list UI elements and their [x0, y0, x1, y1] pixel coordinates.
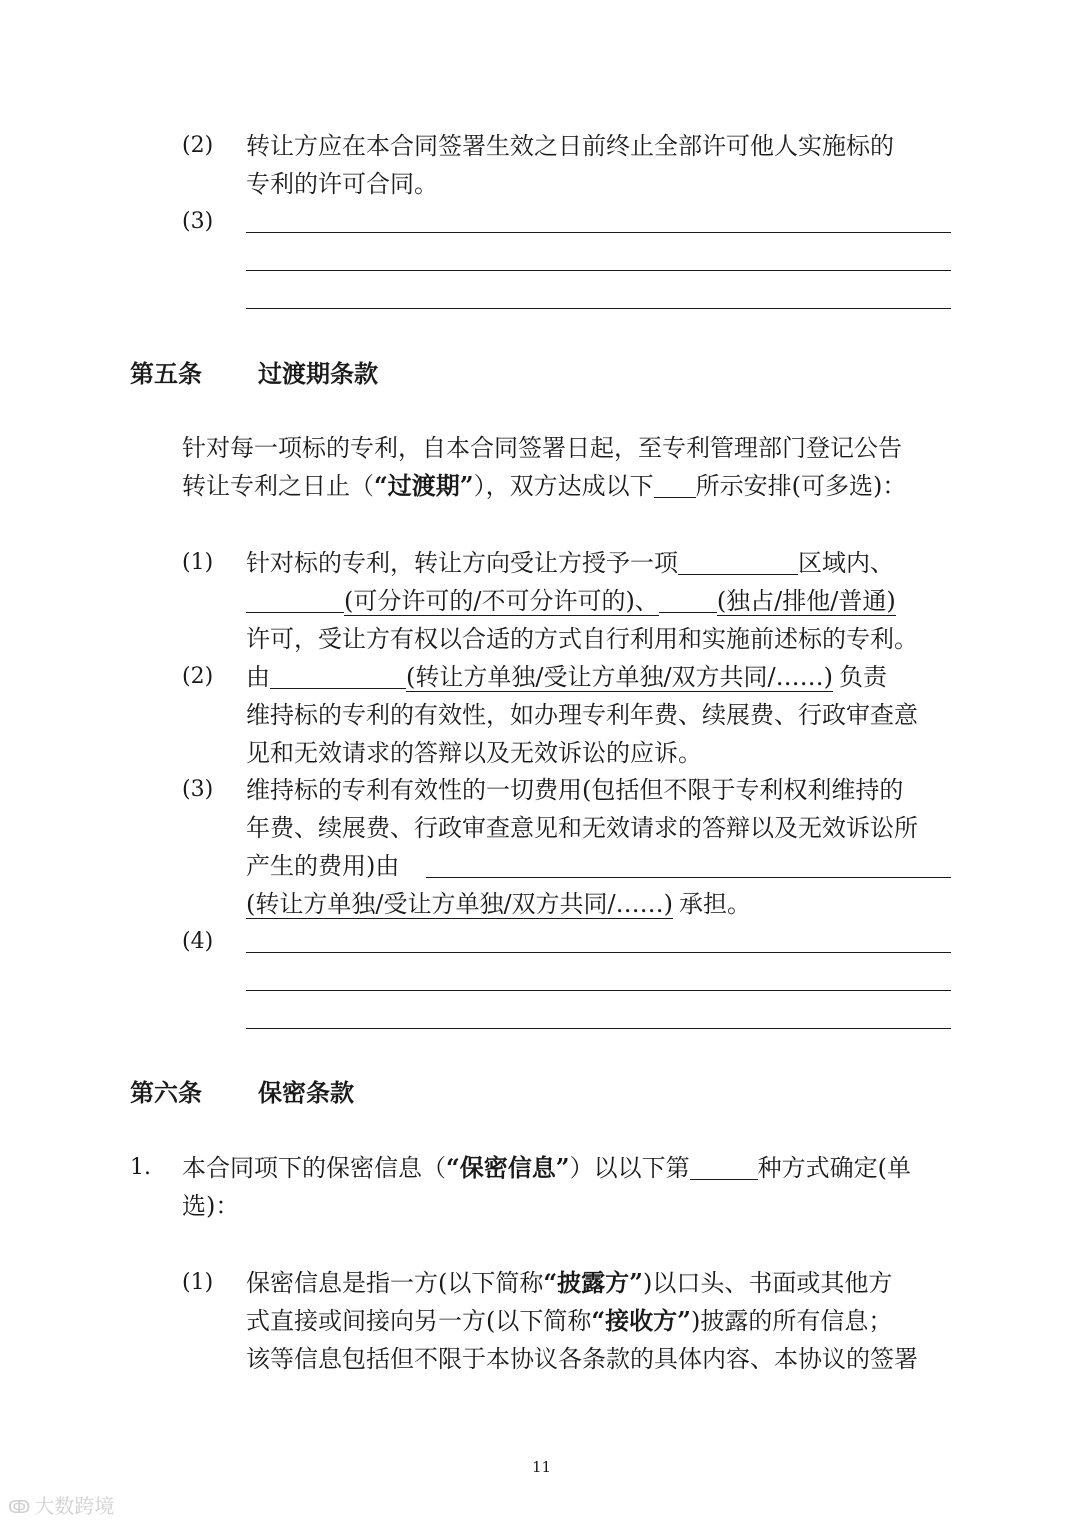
defined-term: “过渡期” — [374, 471, 474, 500]
item-number: (1) — [182, 550, 214, 575]
paragraph-line: 针对标的专利，转让方向受让方授予一项 区域内、 — [246, 549, 894, 577]
fill-blank[interactable] — [426, 877, 951, 878]
page-number: 11 — [532, 1458, 552, 1476]
paragraph-line: 保密信息是指一方(以下简称“披露方”)以口头、书面或其他方 — [246, 1268, 893, 1297]
item-number: (4) — [182, 929, 214, 954]
item-number: (1) — [182, 1270, 214, 1295]
paragraph-line: (转让方单独/受让方单独/双方共同/……) 承担。 — [246, 890, 751, 918]
clause-number: 1. — [130, 1155, 151, 1180]
section-title: 过渡期条款 — [258, 359, 378, 388]
blank-line — [246, 1028, 951, 1029]
paragraph-line: 式直接或间接向另一方(以下简称“接收方”)披露的所有信息； — [246, 1306, 893, 1335]
item-number: (3) — [182, 209, 214, 234]
paragraph-line: 针对每一项标的专利，自本合同签署日起，至专利管理部门登记公告 — [182, 434, 902, 462]
paragraph-line: 维持标的专利有效性的一切费用(包括但不限于专利权利维持的 — [246, 776, 904, 804]
blank-line — [246, 270, 951, 271]
paragraph-line: 转让专利之日止（“过渡期”），双方达成以下 所示安排(可多选)： — [182, 471, 907, 500]
fill-blank[interactable] — [246, 586, 344, 613]
paragraph-line: 许可，受让方有权以合适的方式自行利用和实施前述标的专利。 — [246, 625, 918, 653]
item-number: (3) — [182, 777, 214, 802]
watermark: ↂ 大数跨境 — [8, 1494, 115, 1518]
fill-blank[interactable] — [678, 548, 798, 575]
paragraph-line: 专利的许可合同。 — [246, 170, 438, 198]
fill-blank[interactable] — [654, 471, 696, 498]
paragraph-line: 选)： — [182, 1192, 240, 1220]
paragraph-line: 维持标的专利的有效性，如办理专利年费、续展费、行政审查意 — [246, 701, 918, 729]
section-label: 第六条 — [130, 1078, 202, 1107]
fill-blank[interactable] — [659, 586, 717, 613]
defined-term: “保密信息” — [446, 1153, 570, 1182]
paragraph-line: 由 (转让方单独/受让方单独/双方共同/……) 负责 — [246, 663, 887, 691]
section-title: 保密条款 — [258, 1078, 354, 1107]
fill-blank[interactable] — [270, 662, 406, 689]
defined-term: “披露方” — [543, 1268, 643, 1297]
blank-line — [246, 232, 951, 233]
item-number: (2) — [182, 664, 214, 689]
section-label: 第五条 — [130, 359, 202, 388]
defined-term: “接收方” — [591, 1306, 691, 1335]
paragraph-line: 见和无效请求的答辩以及无效诉讼的应诉。 — [246, 739, 702, 767]
paragraph-line: 年费、续展费、行政审查意见和无效请求的答辩以及无效诉讼所 — [246, 814, 918, 842]
fill-blank[interactable] — [690, 1153, 758, 1180]
paragraph-line: 转让方应在本合同签署生效之日前终止全部许可他人实施标的 — [246, 132, 894, 160]
paragraph-line: 产生的费用)由 — [246, 852, 400, 880]
paragraph-line: 该等信息包括但不限于本协议各条款的具体内容、本协议的签署 — [246, 1345, 918, 1373]
blank-line — [246, 952, 951, 953]
watermark-logo-icon: ↂ — [8, 1497, 31, 1518]
paragraph-line: (可分许可的/不可分许可的)、 (独占/排他/普通) — [246, 582, 896, 620]
item-number: (2) — [182, 133, 214, 158]
blank-line — [246, 990, 951, 991]
blank-line — [246, 308, 951, 309]
paragraph-line: 本合同项下的保密信息（“保密信息”）以以下第 种方式确定(单 — [182, 1153, 911, 1182]
